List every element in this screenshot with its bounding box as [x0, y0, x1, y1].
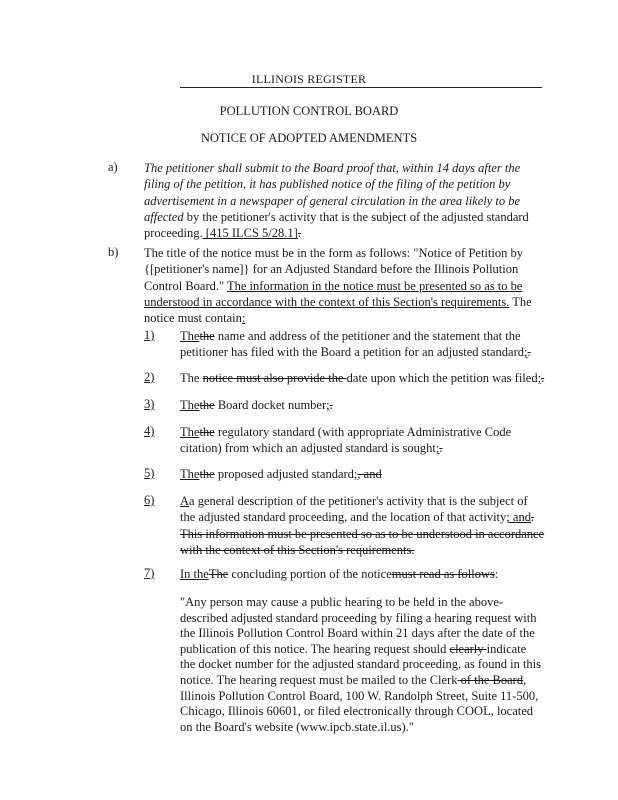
section-a-text	[144, 160, 544, 241]
section-a-struck: .	[297, 226, 301, 241]
notice-title: NOTICE OF ADOPTED AMENDMENTS	[200, 131, 418, 145]
item-1-del-post: .	[527, 345, 531, 360]
item-6-body: a general description of the petitioner's activity that is the subject of the adjusted standard proceeding, and the location of that activity	[180, 494, 528, 525]
item-2-body: date upon which the petition was filed	[346, 371, 538, 385]
quote-del-1: clearly	[449, 641, 487, 656]
quote-del-2: of the Board	[457, 672, 524, 687]
item-1-ins-pre: The	[180, 329, 200, 343]
section-b-underlined-1: The information in the notice must be presented so as to be understood in accordance with the context of this Section's requirements.	[144, 278, 523, 309]
item-5-text	[180, 466, 546, 482]
item-4-ins-post: ;	[435, 441, 440, 456]
item-3-number: 3)	[144, 397, 155, 411]
item-2-ins-post: ;	[537, 371, 542, 385]
item-7-ins-pre: In the	[180, 567, 209, 581]
item-5-ins-post: ;	[353, 467, 358, 481]
item-4-text	[180, 424, 546, 457]
item-2-text	[180, 370, 546, 386]
section-a-plain: by the petitioner's activity that is the subject of the adjusted standard proceeding.	[144, 209, 529, 241]
item-2-del-post: .	[541, 371, 545, 385]
register-title: ILLINOIS REGISTER	[251, 72, 367, 86]
item-7-body: concluding portion of the notice	[228, 567, 392, 581]
item-4-ins-pre: The	[180, 425, 200, 439]
section-b-underlined-2: :	[241, 311, 246, 326]
hearing-notice-quote	[180, 595, 542, 735]
item-7-text	[180, 566, 546, 582]
item-4-del-post: .	[439, 441, 443, 456]
item-6-number: 6)	[144, 493, 155, 507]
section-b-plain-1: The title of the notice must be in the form as follows: "Notice of Petition by {[petitioner's name]} for an Adjusted Standard before the Illinois Pollution Control Board."	[144, 246, 523, 293]
section-a-label: a)	[108, 160, 118, 174]
item-1-text	[180, 328, 546, 361]
header-rule	[180, 87, 542, 88]
section-a-citation: [415 ILCS 5/28.1]	[202, 226, 298, 241]
quote-part-3: , Illinois Pollution Control Board, 100 W. Randolph Street, Suite 11-500, Chicago, Illinois 60601, or filed electronically through COOL, located on the Board's website (www.ipcb.state.il.us)."	[180, 672, 539, 734]
section-b-plain-2: The notice must contain	[144, 294, 532, 326]
item-1-number: 1)	[144, 328, 155, 342]
item-3-del-pre: the	[199, 398, 215, 412]
item-7-end: :	[494, 567, 499, 581]
item-5-number: 5)	[144, 466, 155, 480]
item-1-ins-post: ;	[524, 345, 528, 360]
quote-part-1: "Any person may cause a public hearing to be held in the above-described adjusted standard proceeding by filing a hearing request with the Illinois Pollution Control Board within 21 days after the date of the publication of this notice. The hearing request should	[180, 595, 537, 656]
item-5-del-pre: the	[199, 467, 215, 481]
item-7-del-post: must read as follows	[391, 567, 495, 581]
item-3-body: Board docket number	[214, 398, 327, 412]
item-2-del-mid: notice must also provide the	[202, 371, 347, 385]
item-6-text	[180, 493, 546, 558]
item-6-del-post: . This information must be presented so as to be understood in accordance with the context of this Section's requirements.	[180, 510, 545, 557]
section-b-label: b)	[108, 245, 119, 259]
item-5-body: proposed adjusted standard	[214, 467, 354, 481]
item-3-ins-post: ;	[326, 398, 330, 412]
quote-part-2: indicate the docket number for the adjusted standard proceeding, as found in this notice. The hearing request must be mailed to the Clerk	[180, 641, 542, 687]
item-7-del-pre: The	[208, 567, 229, 581]
item-2-pre: The	[180, 371, 203, 385]
item-3-ins-pre: The	[180, 398, 200, 412]
item-5-ins-pre: The	[180, 467, 200, 481]
section-b-text	[144, 245, 544, 326]
item-2-number: 2)	[144, 370, 155, 384]
item-4-del-pre: the	[199, 425, 215, 439]
item-4-number: 4)	[144, 424, 155, 438]
item-3-del-post: .	[329, 398, 333, 412]
item-1-body: name and address of the petitioner and the statement that the petitioner has filed with the Board a petition for an adjusted standard	[180, 329, 525, 360]
item-4-body: regulatory standard (with appropriate Administrative Code citation) from which an adjusted standard is sought	[180, 425, 512, 456]
agency-title: POLLUTION CONTROL BOARD	[219, 104, 399, 118]
item-6-ins-post: ; and	[506, 510, 531, 525]
item-5-del-post: , and	[357, 467, 382, 481]
item-7-number: 7)	[144, 566, 155, 580]
section-a-italic: The petitioner shall submit to the Board proof that, within 14 days after the filing of the petition, it has published notice of the filing of the petition by advertisement in a newspaper of general circulation in the area likely to be affected	[144, 161, 521, 224]
item-3-text	[180, 397, 546, 413]
item-6-ins-pre: A	[180, 494, 190, 508]
item-1-del-pre: the	[199, 329, 215, 343]
